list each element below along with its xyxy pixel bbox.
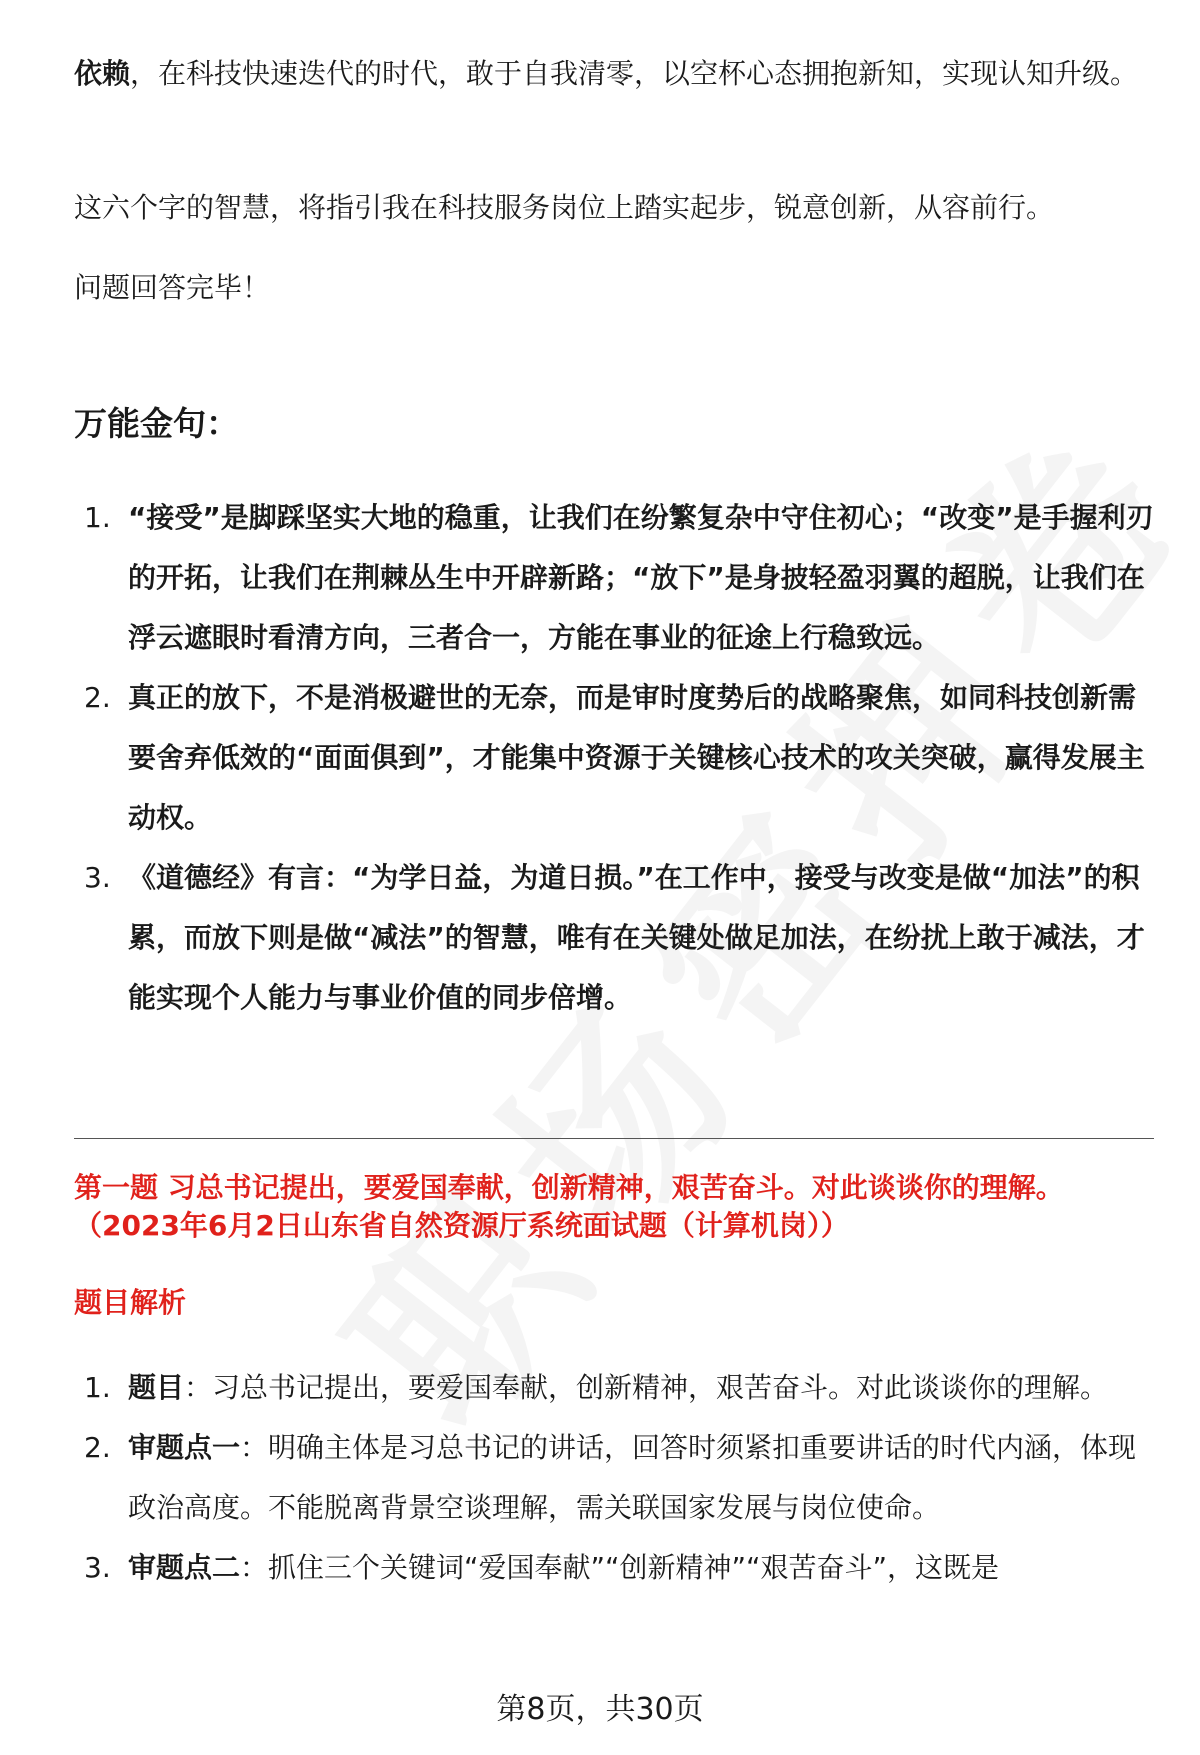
list-item-number: 2.: [84, 1431, 111, 1464]
list-item: [74, 668, 1154, 848]
list-item-number: 3.: [84, 861, 111, 894]
intro-bold-word: 依赖: [74, 57, 131, 90]
list-item: [74, 848, 1154, 1028]
golden-heading: 万能金句：: [74, 404, 239, 443]
list-item: [74, 1358, 1154, 1418]
intro-paragraph-3: 问题回答完毕！: [74, 271, 271, 304]
list-item-label: 审题点二: [128, 1551, 241, 1584]
list-item-text: “接受”是脚踩坚实大地的稳重，让我们在纷繁复杂中守住初心；“改变”是手握利刃的开拓，让我们在荆棘丛生中开辟新路；“放下”是身披轻盈羽翼的超脱，让我们在浮云遮眼时看清方向，三者合一，方能在事业的征途上行稳致远。: [128, 501, 1154, 654]
list-item-text: ：明确主体是习总书记的讲话，回答时须紧扣重要讲话的时代内涵，体现政治高度。不能脱离背景空谈理解，需关联国家发展与岗位使命。: [128, 1431, 1137, 1524]
page-footer: 第8页，共30页: [496, 1692, 704, 1727]
section-divider: [74, 1138, 1154, 1139]
list-item-number: 1.: [84, 501, 111, 534]
list-item: [74, 1538, 1154, 1598]
list-item-label: 审题点一: [128, 1431, 241, 1464]
intro-paragraph-2: 这六个字的智慧，将指引我在科技服务岗位上踏实起步，锐意创新，从容前行。: [74, 191, 1055, 224]
intro-line-1-text: ，在科技快速迭代的时代，敢于自我清零，以空杯心态拥抱新知，实现认知升级。: [130, 57, 1139, 90]
list-item-number: 1.: [84, 1371, 111, 1404]
golden-list: [74, 488, 1154, 1028]
list-item-number: 3.: [84, 1551, 111, 1584]
list-item-text: 真正的放下，不是消极避世的无奈，而是审时度势后的战略聚焦，如同科技创新需要舍弃低效的“面面俱到”，才能集中资源于关键核心技术的攻关突破，赢得发展主动权。: [128, 681, 1145, 834]
list-item-text: ：习总书记提出，要爱国奉献，创新精神，艰苦奋斗。对此谈谈你的理解。: [184, 1371, 1109, 1404]
list-item: [74, 1418, 1154, 1538]
list-item-text: 《道德经》有言：“为学日益，为道日损。”在工作中，接受与改变是做“加法”的积累，而放下则是做“减法”的智慧，唯有在关键处做足加法，在纷扰上敢于减法，才能实现个人能力与事业价值的同步倍增。: [128, 861, 1145, 1014]
analysis-list: [74, 1358, 1154, 1598]
list-item-text: ：抓住三个关键词“爱国奉献”“创新精神”“艰苦奋斗”，这既是: [240, 1551, 1000, 1584]
list-item-label: 题目: [128, 1371, 185, 1404]
intro-paragraph-1: [74, 44, 1154, 104]
list-item: [74, 488, 1154, 668]
list-item-number: 2.: [84, 681, 111, 714]
question-title: 第一题 习总书记提出，要爱国奉献，创新精神，艰苦奋斗。对此谈谈你的理解。（2023年6月2日山东省自然资源厅系统面试题（计算机岗））: [74, 1171, 1064, 1242]
analysis-heading: 题目解析: [74, 1286, 187, 1319]
